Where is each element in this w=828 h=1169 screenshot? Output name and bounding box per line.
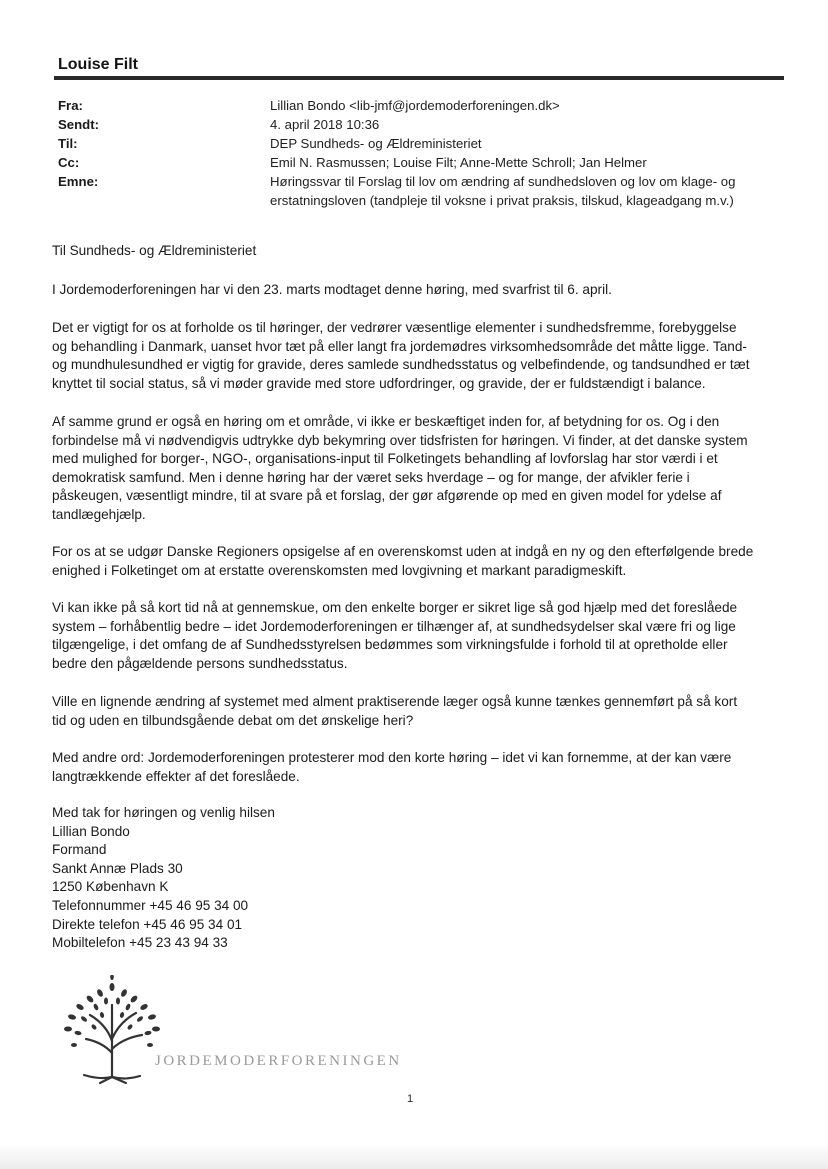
greeting xyxy=(52,242,256,261)
meta-value: Høringssvar til Forslag til lov om ændring af sundhedsloven og lov om klage- og erstatningsloven (tandpleje til voksne i privat praksis, tilskud, klageadgang m.v.) xyxy=(270,174,736,208)
text-line: forbindelse må vi nødvendigvis udtrykke dyb bekymring over tidsfristen for høringen. Vi finder, at det danske system xyxy=(52,432,748,448)
meta-label: Sendt: xyxy=(58,117,100,132)
signature-line: Mobiltelefon +45 23 43 94 33 xyxy=(52,935,228,951)
meta-label: Til: xyxy=(58,136,78,151)
greeting-line: Til Sundheds- og Ældreministeriet xyxy=(52,243,257,258)
text-line: I Jordemoderforeningen har vi den 23. marts modtaget denne høring, med svarfrist til 6. april. xyxy=(52,282,612,297)
text-line: demokratisk samfund. Men i denne høring har der været seks hverdage – og for mange, der afvikler ferie i xyxy=(52,469,690,485)
signature-line: Formand xyxy=(52,842,107,858)
page-number: 1 xyxy=(407,1093,414,1105)
text-line: påskeugen, væsentligt mindre, til at svare på et forslag, der gør afgørende op med en given model for ydelse af xyxy=(52,488,722,504)
text-line: langtrækkende effekter af det foreslåede. xyxy=(52,768,300,784)
paragraph-4 xyxy=(52,543,753,580)
meta-label: Fra: xyxy=(58,98,83,113)
text-line: knyttet til social status, så vi møder gravide med store udfordringer, og gravide, der er fuldstændigt i balance. xyxy=(52,375,706,391)
paragraph-6 xyxy=(52,693,737,730)
paragraph-1 xyxy=(52,281,612,300)
meta-label: Emne: xyxy=(58,174,99,189)
signature-line: Sankt Annæ Plads 30 xyxy=(52,860,183,876)
text-line: og mundhulesundhed er vigtig for gravide, deres samlede sundhedsstatus og velbefindende, og tandsundhed er tæt xyxy=(52,357,750,373)
meta-value: Lillian Bondo <lib-jmf@jordemoderforeningen.dk> xyxy=(270,98,560,113)
text-line: tandlægehjælp. xyxy=(52,506,146,522)
scan-shadow xyxy=(0,1143,828,1169)
header-rule xyxy=(54,76,784,80)
signature-line: Lillian Bondo xyxy=(52,823,130,839)
signature-block xyxy=(52,804,275,953)
paragraph-2 xyxy=(52,319,750,393)
meta-value: DEP Sundheds- og Ældreministeriet xyxy=(270,136,482,151)
signature-line: 1250 København K xyxy=(52,879,169,895)
text-line: bedre den pågældende persons sundhedsstatus. xyxy=(52,655,348,671)
signature-line: Med tak for høringen og venlig hilsen xyxy=(52,805,275,820)
paragraph-5 xyxy=(52,599,737,673)
text-line: For os at se udgør Danske Regioners opsigelse af en overenskomst uden at indgå en ny og den efterfølgende brede xyxy=(52,544,754,559)
paragraph-3 xyxy=(52,413,748,525)
text-line: Vi kan ikke på så kort tid nå at gennemskue, om den enkelte borger er sikret lige så god hjælp med det foreslåede xyxy=(52,600,738,615)
text-line: med mulighed for borger-, NGO-, organisations-input til Folketingets behandling af lovforslag har stor værdi i et xyxy=(52,451,718,467)
text-line: Af samme grund er også en høring om et område, vi ikke er beskæftiget inden for, af betydning for os. Og i den xyxy=(52,414,720,429)
text-line: enighed i Folketinget om at erstatte overenskomsten med lovgivning et markant paradigmeskift. xyxy=(52,562,627,578)
text-line: Med andre ord: Jordemoderforeningen protesterer mod den korte høring – idet vi kan fornemme, at der kan være xyxy=(52,750,732,765)
text-line: Det er vigtigt for os at forholde os til høringer, der vedrører væsentlige elementer i sundhedsfremme, forebyggelse xyxy=(52,320,737,335)
text-line: og behandling i Danmark, uanset hvor tæt på eller langt fra jordemødres virksomhedsområde det måtte ligge. Tand- xyxy=(52,338,747,354)
signature-line: Direkte telefon +45 46 95 34 01 xyxy=(52,916,243,932)
sender-name: Louise Filt xyxy=(58,56,138,73)
logo-text: JORDEMODERFORENINGEN xyxy=(155,1053,402,1069)
signature-line: Telefonnummer +45 46 95 34 00 xyxy=(52,897,249,913)
text-line: system – forhåbentlig bedre – idet Jordemoderforeningen er tilhænger af, at sundhedsydelser skal være fri og lige xyxy=(52,618,736,634)
text-line: tid og uden en tilbundsgående debat om det ønskelige heri? xyxy=(52,712,414,728)
meta-value: Emil N. Rasmussen; Louise Filt; Anne-Mette Schroll; Jan Helmer xyxy=(270,155,647,170)
text-line: tilgængelige, i det omfang de af Sundhedsstyrelsen bedømmes som virkningsfulde i forhold til at opretholde eller xyxy=(52,637,728,653)
text-line: Ville en lignende ændring af systemet med alment praktiserende læger også kunne tænkes gennemført på så kort xyxy=(52,694,738,709)
meta-label: Cc: xyxy=(58,155,80,170)
meta-value: 4. april 2018 10:36 xyxy=(270,117,380,132)
paragraph-7 xyxy=(52,749,731,786)
